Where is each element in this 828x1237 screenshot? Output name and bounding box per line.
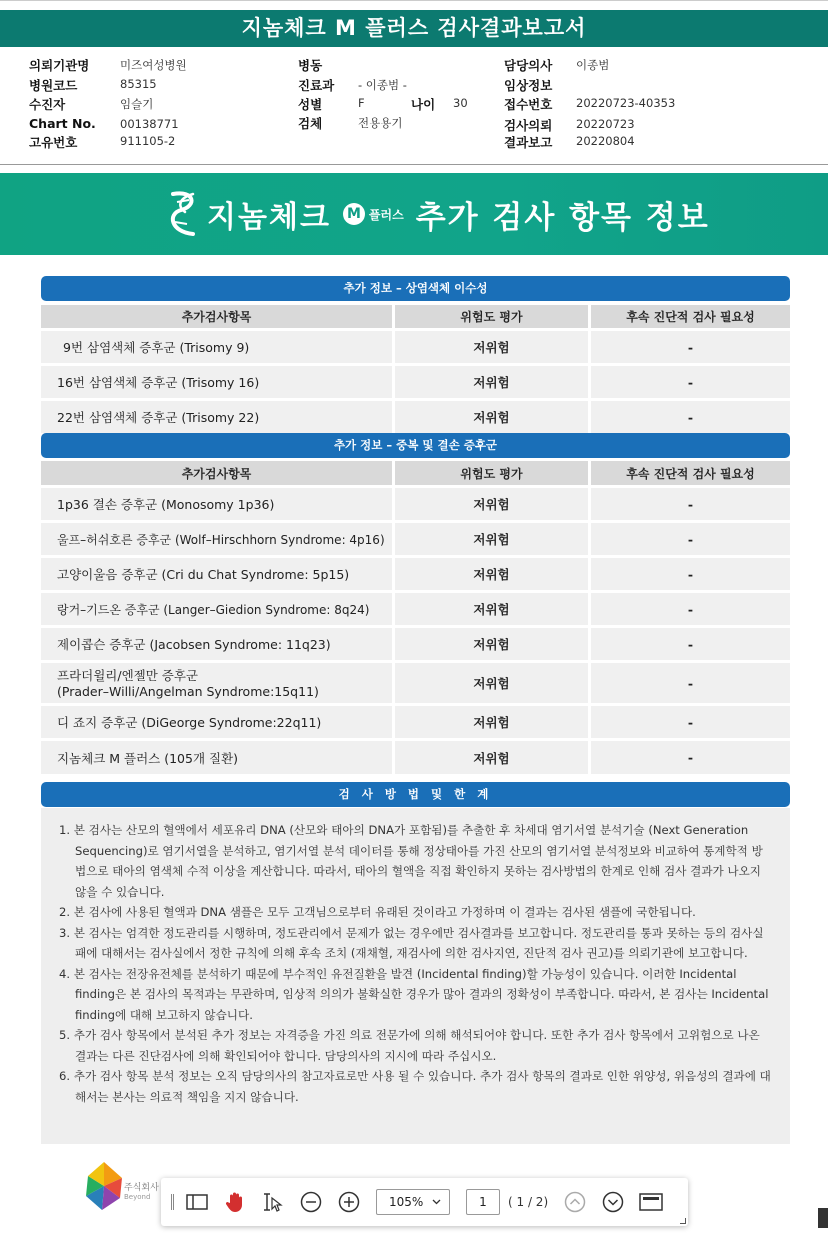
ward-label: 병동 <box>298 58 323 73</box>
dept-value: - 이종범 - <box>358 78 407 92</box>
header-need: 후속 진단적 검사 필요성 <box>591 461 790 485</box>
table-row <box>41 593 790 625</box>
row-need: - <box>591 741 790 774</box>
row-need: - <box>591 366 790 398</box>
table-row <box>41 628 790 660</box>
table-header <box>41 461 790 485</box>
methods-paragraph: 6. 추가 검사 항목 분석 정보는 오직 담당의사의 참고자료로만 사용 될 수 있습니다. 추가 검사 항목의 결과로 인한 위양성, 위음성의 결과에 대해서는 본사는 의료적 책임을 지지 않습니다. <box>59 1069 771 1104</box>
header-risk: 위험도 평가 <box>395 461 588 485</box>
resize-handle-icon[interactable] <box>680 1218 686 1224</box>
row-item-multiline <box>41 663 392 703</box>
row-item: 디 죠지 증후군 (DiGeorge Syndrome:22q11) <box>41 706 392 738</box>
row-need: - <box>591 488 790 520</box>
row-need: - <box>591 628 790 660</box>
table-row <box>41 488 790 520</box>
row-risk: 저위험 <box>395 331 588 363</box>
patient-label: 수진자 <box>29 97 66 112</box>
row-risk: 저위험 <box>395 628 588 660</box>
table-row <box>41 401 790 433</box>
table-row <box>41 558 790 590</box>
row-item: 16번 삼염색체 증후군 (Trisomy 16) <box>41 366 392 398</box>
row-need: - <box>591 593 790 625</box>
row-item: 제이콥슨 증후군 (Jacobsen Syndrome: 11q23) <box>41 628 392 660</box>
banner-brand: 지놈체크 <box>207 200 331 235</box>
header-risk: 위험도 평가 <box>395 305 588 328</box>
toolbar-grip-icon[interactable] <box>171 1194 174 1210</box>
sex-value: F <box>358 96 365 110</box>
request-value: 20220723 <box>576 117 635 131</box>
clinical-label: 임상정보 <box>504 78 553 93</box>
table-row <box>41 366 790 398</box>
sex-label: 성별 <box>298 97 323 112</box>
sidebar-toggle-icon[interactable] <box>184 1189 210 1215</box>
specimen-value: 전용용기 <box>358 116 403 130</box>
table-row <box>41 706 790 738</box>
zoom-select[interactable] <box>376 1189 450 1215</box>
methods-paragraph: 1. 본 검사는 산모의 혈액에서 세포유리 DNA (산모와 태아의 DNA가 포함됨)를 추출한 후 차세대 염기서열 분석기술 (Next Generation Sequencing)로 염기서열을 분석하고, 염기서열 분석 데이터를 통해 정상태아를 가진 산모의 염기서열 분석정보와 비교하여 통계학적 방법으로 태아의 염색체 수적 이상을 계산합니다. 따라서, 태아의 혈액을 직접 확인하지 못하는 검사방법의 한계로 인해 검사 결과가 나오지 않을 수 있습니다. <box>59 823 763 899</box>
row-risk: 저위험 <box>395 741 588 774</box>
row-risk: 저위험 <box>395 593 588 625</box>
row-risk: 저위험 <box>395 523 588 555</box>
row-item: 1p36 결손 증후군 (Monosomy 1p36) <box>41 488 392 520</box>
id-label: 고유번호 <box>29 135 78 150</box>
row-need: - <box>591 401 790 433</box>
result-label: 결과보고 <box>504 135 553 150</box>
dna-logo-icon <box>165 188 201 240</box>
m-badge-icon: M <box>343 203 365 225</box>
previous-page-icon[interactable] <box>562 1189 588 1215</box>
row-item: 지놈체크 M 플러스 (105개 질환) <box>41 741 392 774</box>
info-divider <box>0 164 828 165</box>
row-need: - <box>591 523 790 555</box>
table-row <box>41 331 790 363</box>
row-item: 22번 삼염색체 증후군 (Trisomy 22) <box>41 401 392 433</box>
scrollbar-thumb[interactable] <box>818 1208 828 1228</box>
id-value: 911105-2 <box>120 134 176 148</box>
age-label: 나이 <box>411 97 436 112</box>
row-item-line2: (Prader–Willi/Angelman Syndrome:15q11) <box>57 684 319 699</box>
receipt-value: 20220723-40353 <box>576 96 676 110</box>
result-value: 20220804 <box>576 134 635 148</box>
age-value: 30 <box>453 96 468 110</box>
row-risk: 저위험 <box>395 706 588 738</box>
banner <box>0 173 828 255</box>
patient-value: 임슬기 <box>120 97 154 111</box>
methods-paragraph: 5. 추가 검사 항목에서 분석된 추가 정보는 자격증을 가진 의료 전문가에 의해 해석되어야 합니다. 또한 추가 검사 항목에서 고위험으로 나온 결과는 다른 진단검사에 의해 확인되어야 합니다. 담당의사의 지시에 따라 주십시오. <box>59 1028 760 1063</box>
zoom-value: 105% <box>389 1195 424 1209</box>
section2-title: 추가 정보 – 중복 및 결손 증후군 <box>41 433 790 458</box>
page-count: ( 1 / 2) <box>508 1195 549 1209</box>
code-label: 병원코드 <box>29 78 78 93</box>
zoom-out-icon[interactable] <box>298 1189 324 1215</box>
table-row <box>41 741 790 774</box>
row-need: - <box>591 706 790 738</box>
section1-title: 추가 정보 – 상염색체 이수성 <box>41 276 790 301</box>
dept-label: 진료과 <box>298 78 335 93</box>
table-header <box>41 305 790 328</box>
pdf-toolbar <box>161 1178 688 1226</box>
company-name: 주식회사 <box>124 1183 159 1193</box>
methods-paragraph: 3. 본 검사는 엄격한 정도관리를 시행하며, 정도관리에서 문제가 없는 경우에만 검사결과를 보고합니다. 정도관리를 통과 못하는 등의 검사실패에 대해서는 검사실에서 정한 규칙에 의해 후속 조치 (재채혈, 재검사에 의한 검사지연, 진단적 검사 권고)를 의뢰기관에 보고합니다. <box>59 925 764 960</box>
banner-plus: 플러스 <box>368 207 404 222</box>
doctor-label: 담당의사 <box>504 58 553 73</box>
table-row <box>41 523 790 555</box>
text-select-icon[interactable] <box>260 1189 286 1215</box>
chart-label: Chart No. <box>29 116 96 131</box>
row-item: 랑거–기드온 증후군 (Langer–Giedion Syndrome: 8q24) <box>41 593 392 625</box>
row-item: 고양이울음 증후군 (Cri du Chat Syndrome: 5p15) <box>41 558 392 590</box>
patient-info <box>0 54 828 166</box>
specimen-label: 검체 <box>298 116 323 131</box>
chart-value: 00138771 <box>120 117 179 131</box>
header-item: 추가검사항목 <box>41 461 392 485</box>
page-number-input[interactable]: 1 <box>466 1189 500 1215</box>
zoom-in-icon[interactable] <box>336 1189 362 1215</box>
banner-title: 추가 검사 항목 정보 <box>415 199 710 236</box>
company-logo-icon <box>82 1160 126 1212</box>
methods-paragraph: 4. 본 검사는 전장유전체를 분석하기 때문에 부수적인 유전질환을 발견 (Incidental finding)할 가능성이 있습니다. 이러한 Incidental finding은 본 검사의 목적과는 무관하며, 임상적 의의가 불확실한 경우가 많아 결과의 정확성이 부족합니다. 따라서, 본 검사는 Incidental finding에 대해 보고하지 않습니다. <box>59 966 769 1022</box>
row-need: - <box>591 331 790 363</box>
row-item: 울프–허쉬호른 증후군 (Wolf–Hirschhorn Syndrome: 4p16) <box>41 523 392 555</box>
header-item: 추가검사항목 <box>41 305 392 328</box>
hand-tool-icon[interactable] <box>222 1189 248 1215</box>
table-row <box>41 663 790 703</box>
hospital-value: 미즈여성병원 <box>120 58 187 72</box>
chevron-down-icon <box>432 1199 441 1205</box>
row-item-line1: 프라더윌리/엔젤만 증후군 <box>57 668 199 683</box>
fit-page-icon[interactable] <box>638 1189 664 1215</box>
row-risk: 저위험 <box>395 488 588 520</box>
doctor-value: 이종범 <box>576 58 610 72</box>
row-need: - <box>591 558 790 590</box>
hospital-label: 의뢰기관명 <box>29 58 90 73</box>
row-risk: 저위험 <box>395 366 588 398</box>
company-tagline: Beyond <box>124 1193 151 1201</box>
row-risk: 저위험 <box>395 401 588 433</box>
row-item: 9번 삼염색체 증후군 (Trisomy 9) <box>41 331 392 363</box>
methods-title: 검 사 방 법 및 한 계 <box>41 782 790 807</box>
row-need: - <box>591 663 790 703</box>
receipt-label: 접수번호 <box>504 97 553 112</box>
top-divider <box>0 0 828 4</box>
methods-body <box>41 808 790 1144</box>
header-need: 후속 진단적 검사 필요성 <box>591 305 790 328</box>
next-page-icon[interactable] <box>600 1189 626 1215</box>
code-value: 85315 <box>120 77 157 91</box>
request-label: 검사의뢰 <box>504 118 553 133</box>
report-title: 지놈체크 M 플러스 검사결과보고서 <box>0 10 828 47</box>
methods-paragraph: 2. 본 검사에 사용된 혈액과 DNA 샘플은 모두 고객님으로부터 유래된 것이라고 가정하며 이 결과는 검사된 샘플에 국한됩니다. <box>59 905 696 919</box>
row-risk: 저위험 <box>395 663 588 703</box>
row-risk: 저위험 <box>395 558 588 590</box>
